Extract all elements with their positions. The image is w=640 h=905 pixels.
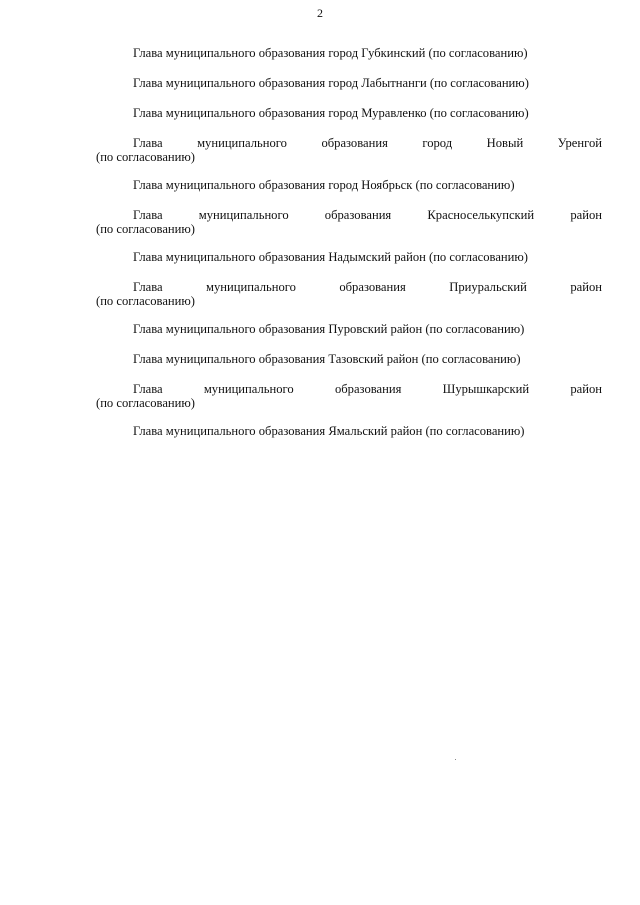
list-item-line-1: Глава муниципального образования Красноселькупский район xyxy=(133,208,602,222)
list-item-line-1: Глава муниципального образования Приуральский район xyxy=(133,280,602,294)
list-item xyxy=(96,208,602,236)
scan-speck xyxy=(455,759,456,760)
list-item xyxy=(96,382,602,410)
list-item: Глава муниципального образования Ямальский район (по согласованию) xyxy=(133,424,525,438)
list-item-line-2: (по согласованию) xyxy=(96,396,196,410)
list-item: Глава муниципального образования город Муравленко (по согласованию) xyxy=(133,106,529,120)
list-item: Глава муниципального образования город Ноябрьск (по согласованию) xyxy=(133,178,515,192)
list-item xyxy=(96,280,602,308)
list-item: Глава муниципального образования город Лабытнанги (по согласованию) xyxy=(133,76,529,90)
list-item: Глава муниципального образования Пуровский район (по согласованию) xyxy=(133,322,525,336)
list-item-line-2: (по согласованию) xyxy=(96,222,196,236)
list-item-line-2: (по согласованию) xyxy=(96,150,196,164)
page-number: 2 xyxy=(317,6,323,20)
entries-list xyxy=(96,46,602,454)
list-item-line-1: Глава муниципального образования город Новый Уренгой xyxy=(133,136,602,150)
list-item: Глава муниципального образования город Губкинский (по согласованию) xyxy=(133,46,528,60)
list-item xyxy=(96,136,602,164)
list-item-line-2: (по согласованию) xyxy=(96,294,196,308)
list-item: Глава муниципального образования Надымский район (по согласованию) xyxy=(133,250,529,264)
list-item: Глава муниципального образования Тазовский район (по согласованию) xyxy=(133,352,521,366)
list-item-line-1: Глава муниципального образования Шурышкарский район xyxy=(133,382,602,396)
